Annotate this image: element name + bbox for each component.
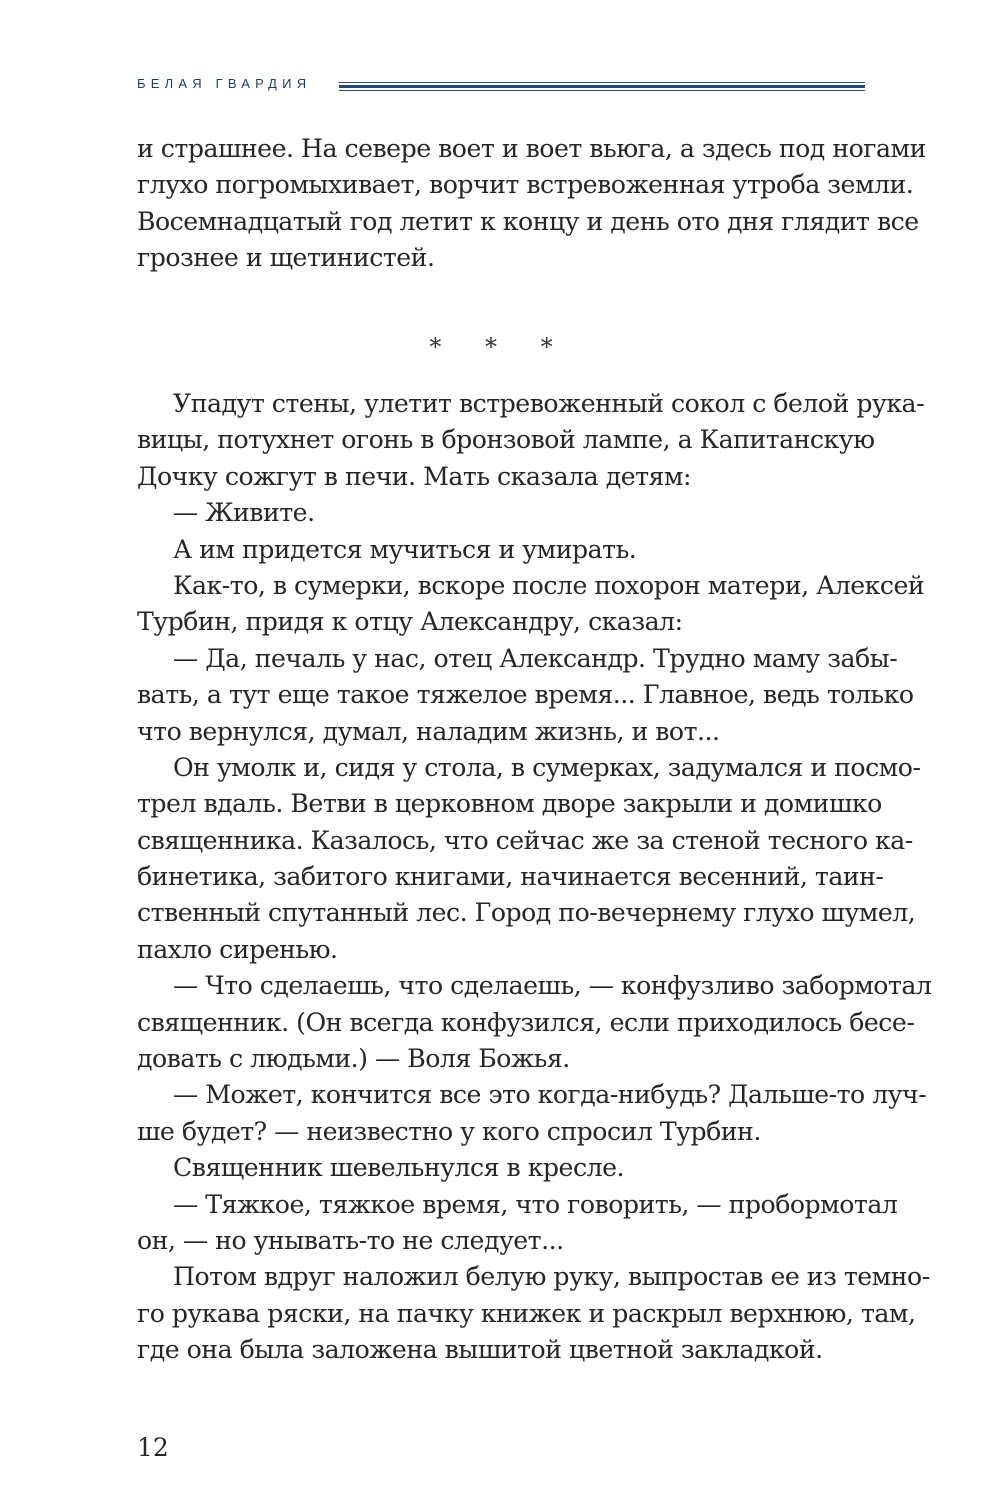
header-rule-thin-bottom	[339, 90, 865, 91]
text-line: где она была заложена вышитой цветной закладкой.	[137, 1335, 823, 1365]
text-line: он, — но унывать-то не следует...	[137, 1225, 564, 1255]
text-line: священник. (Он всегда конфузился, если приходилось бесе-	[137, 1007, 915, 1037]
text-line: ственный спутанный лес. Город по-вечернему глухо шумел,	[137, 898, 916, 928]
text-line: грознее и щетинистей.	[137, 243, 435, 273]
text-line: пахло сиренью.	[137, 934, 338, 964]
section-separator: * * *	[429, 333, 571, 361]
text-line: — Может, кончится все это когда-нибудь? Дальше-то луч-	[173, 1080, 927, 1110]
page-number: 12	[137, 1433, 169, 1462]
text-line: и страшнее. На севере воет и воет вьюга, а здесь под ногами	[137, 134, 926, 163]
text-line: го рукава ряски, на пачку книжек и раскрыл верхнюю, там,	[137, 1298, 916, 1328]
text-line: — Да, печаль у нас, отец Александр. Трудно маму забы-	[173, 643, 898, 673]
text-line: священника. Казалось, что сейчас же за стеной тесного ка-	[137, 825, 913, 855]
text-line: Священник шевельнулся в кресле.	[173, 1153, 624, 1183]
text-line: трел вдаль. Ветви в церковном дворе закрыли и домишко	[137, 789, 882, 819]
text-line: Потом вдруг наложил белую руку, выпростав ее из темно-	[173, 1262, 930, 1292]
text-line: что вернулся, думал, наладим жизнь, и вот...	[137, 716, 720, 746]
text-line: Упадут стены, улетит встревоженный сокол с белой рука-	[173, 389, 925, 418]
book-title: БЕЛАЯ ГВАРДИЯ	[137, 76, 312, 91]
text-line: А им придется мучиться и умирать.	[173, 534, 637, 564]
header-rule-thick	[339, 85, 865, 88]
text-line: — Тяжкое, тяжкое время, что говорить, — пробормотал	[173, 1189, 898, 1219]
text-block-2	[137, 386, 932, 1369]
text-line: бинетика, забитого книгами, начинается весенний, таин-	[137, 862, 884, 892]
text-line: вицы, потухнет огонь в бронзовой лампе, а Капитанскую	[137, 425, 875, 455]
running-header	[137, 76, 865, 98]
text-block-1	[137, 131, 926, 277]
text-line: Дочку сожгут в печи. Мать сказала детям:	[137, 461, 692, 491]
text-line: довать с людьми.) — Воля Божья.	[137, 1044, 570, 1074]
text-line: Турбин, придя к отцу Александру, сказал:	[137, 607, 683, 637]
text-line: глухо погромыхивает, ворчит встревоженная утроба земли.	[137, 170, 914, 200]
text-line: ше будет? — неизвестно у кого спросил Турбин.	[137, 1116, 761, 1146]
text-line: вать, а тут еще такое тяжелое время... Главное, ведь только	[137, 680, 914, 710]
text-line: — Что сделаешь, что сделаешь, — конфузливо забормотал	[173, 971, 932, 1001]
text-line: Он умолк и, сидя у стола, в сумерках, задумался и посмо-	[173, 752, 921, 782]
header-rule-thin-top	[339, 82, 865, 83]
text-line: — Живите.	[173, 498, 315, 528]
text-line: Как-то, в сумерки, вскоре после похорон матери, Алексей	[173, 570, 925, 600]
text-line: Восемнадцатый год летит к концу и день ото дня глядит все	[137, 206, 919, 236]
